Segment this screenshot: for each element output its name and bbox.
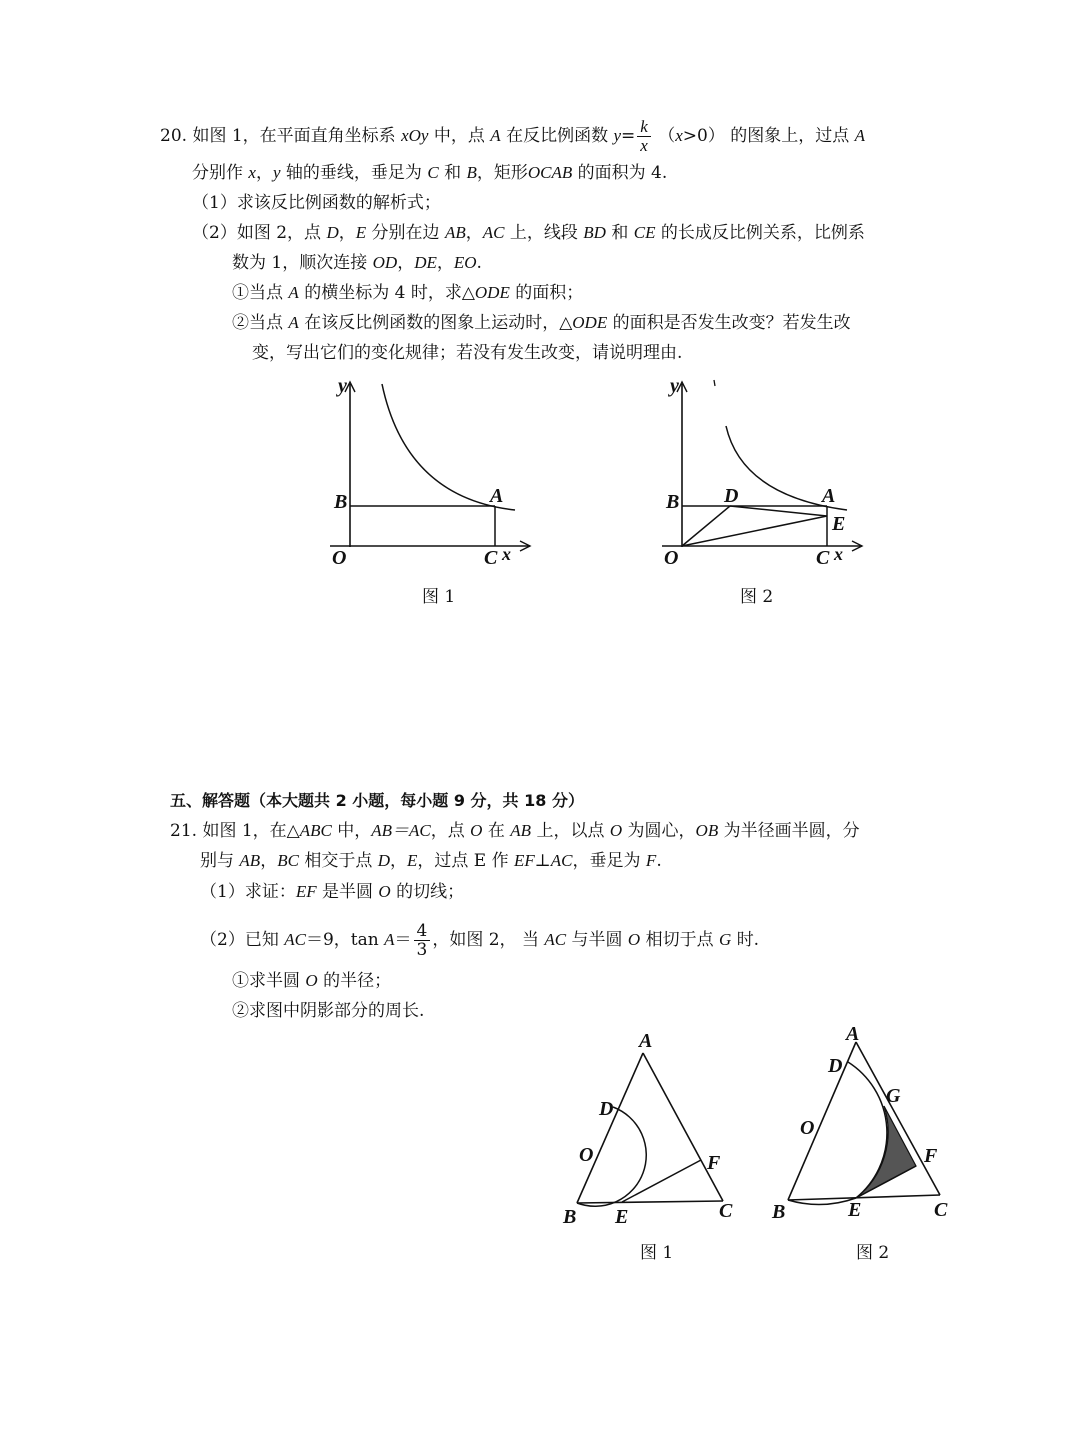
segment-OD [682,506,730,546]
label-A: A [846,1023,860,1045]
label-C: C [484,547,498,569]
label-C: C [719,1200,733,1222]
segment-EO [682,516,827,546]
label-F: F [924,1145,938,1167]
label-y: y [338,375,347,397]
label-x: x [502,544,511,564]
q20-part-2-line-2: 数为 1，顺次连接 OD，DE，EO. [232,253,482,273]
q20-figure-2 [652,372,872,572]
label-A: A [822,485,836,507]
q21-line-2: 别与 AB，BC 相交于点 D，E，过点 E 作 EF⊥AC，垂足为 F. [200,851,662,871]
label-B: B [563,1206,577,1228]
label-D: D [599,1098,614,1120]
section-5-heading: 五、解答题（本大题共 2 小题，每小题 9 分，共 18 分） [170,791,584,810]
q20-sub-1: ①当点 A 的横坐标为 4 时，求△ODE 的面积； [232,283,584,303]
segment-EF [622,1160,701,1202]
side-AB [788,1042,856,1200]
q21-part-2: （2）已知 AC＝9，tan A＝ $\frac{4}{3}$ ，如图 2， 当 AC 与半圆 O 相切于点 G 时. [200,921,760,960]
label-F: F [707,1152,721,1174]
label-A: A [639,1030,653,1052]
q20-sub-2-line-1: ②当点 A 在该反比例函数的图象上运动时，△ODE 的面积是否发生改变？若发生改 [232,313,851,333]
label-B: B [666,491,680,513]
label-x: x [834,544,843,564]
q21-figure-2-caption: 图 2 [856,1243,890,1263]
q20-figure-2-caption: 图 2 [740,587,774,607]
q20-part-2-line-1: （2）如图 2，点 D，E 分别在边 AB，AC 上，线段 BD 和 CE 的长成反比例关系，比例系 [192,223,865,243]
label-y: y [670,375,679,397]
q21-fraction: $\frac{4}{3}$ [414,922,431,959]
label-E: E [848,1199,862,1221]
q20-figure-1-caption: 图 1 [422,587,456,607]
label-O: O [664,547,679,569]
label-A: A [490,485,504,507]
side-AB [577,1053,643,1203]
q20-fraction: $\frac{k}{x}$ [637,118,651,155]
curve-tick [714,380,715,386]
label-C: C [816,547,830,569]
label-E: E [832,513,846,535]
q20-sub-2-line-2: 变，写出它们的变化规律；若没有发生改变，请说明理由. [252,343,683,363]
q21-sub-1: ①求半圆 O 的半径； [232,971,392,991]
label-C: C [934,1199,948,1221]
segment-DE [730,506,827,516]
q21-figure-2 [770,1020,970,1232]
q21-sub-2: ②求图中阴影部分的周长. [232,1001,425,1021]
label-E: E [615,1206,629,1228]
q21-part-1: （1）求证：EF 是半圆 O 的切线； [200,882,465,902]
label-O: O [332,547,347,569]
side-AC [643,1053,723,1201]
label-O: O [800,1117,815,1139]
q20-line-2: 分别作 x，y 轴的垂线，垂足为 C 和 B，矩形OCAB 的面积为 4. [192,163,668,183]
label-B: B [772,1201,786,1223]
q21-figure-1-caption: 图 1 [640,1243,674,1263]
q21-line-1: 21. 如图 1，在△ABC 中，AB＝AC，点 O 在 AB 上，以点 O 为圆心，OB 为半径画半圆，分 [170,821,860,841]
label-B: B [334,491,348,513]
side-BC [788,1195,940,1200]
q21-figure-1 [555,1025,755,1235]
label-D: D [724,485,739,507]
q20-line-1: 20. 如图 1，在平面直角坐标系 xOy 中，点 A 在反比例函数 y= $\frac{k}{x}$ （x>0） 的图象上，过点 A [160,117,866,155]
label-O: O [579,1144,594,1166]
side-BC [577,1201,723,1203]
label-G: G [886,1085,901,1107]
q20-part-1: （1）求该反比例函数的解析式； [192,193,441,213]
label-D: D [828,1055,843,1077]
q20-figure-1 [320,372,540,572]
